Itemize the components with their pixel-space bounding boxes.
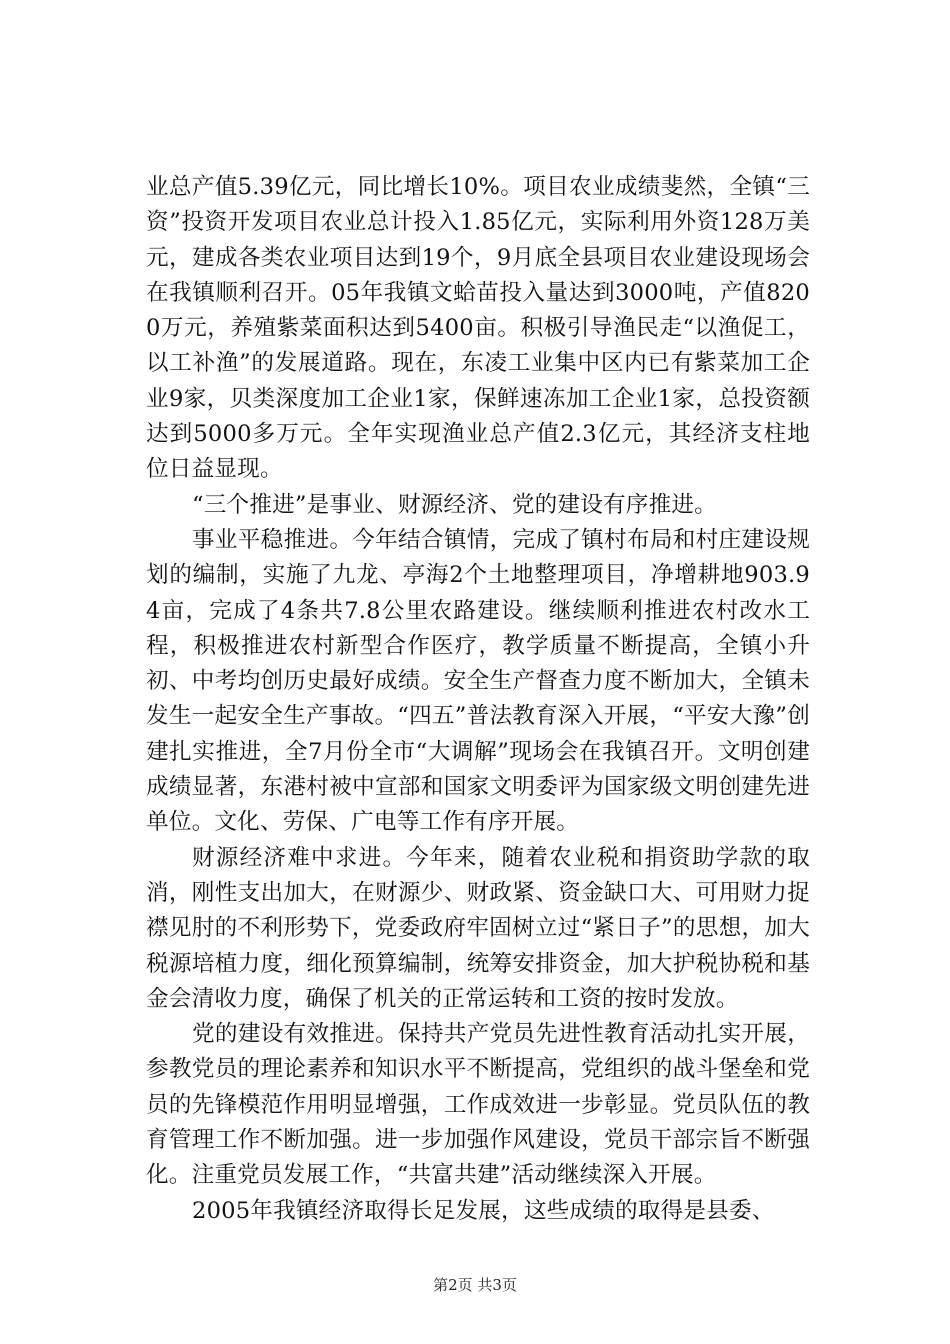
paragraph-agriculture-fishery: 业总产值5.39亿元，同比增长10%。项目农业成绩斐然，全镇“三资”投资开发项目农业总计投入1.85亿元，实际利用外资128万美元，建成各类农业项目达到19个，9月底全县项目农业建设现场会在我镇顺利召开。05年我镇文蛤苗投入量达到3000吨，产值8200万元，养殖紫菜面积达到5400亩。积极引导渔民走“以渔促工，以工补渔”的发展道路。现在，东凌工业集中区内已有紫菜加工企业9家，贝类深度加工企业1家，保鲜速冻加工企业1家，总投资额达到5000多万元。全年实现渔业总产值2.3亿元，其经济支柱地位日益显现。 [146,174,810,483]
paragraph-fiscal-economy: 财源经济难中求进。今年来，随着农业税和捐资助学款的取消，刚性支出加大，在财源少、财政紧、资金缺口大、可用财力捉襟见肘的不利形势下，党委政府牢固树立过“紧日子”的思想，加大税源培植力度，细化预算编制，统筹安排资金，加大护税协税和基金会清收力度，确保了机关的正常运转和工资的按时发放。 [146,844,810,1012]
paragraph-three-advances-intro: “三个推进”是事业、财源经济、党的建设有序推进。 [192,491,717,518]
document-body [146,170,810,1229]
paragraph-party-building: 党的建设有效推进。保持共产党员先进性教育活动扎实开展，参教党员的理论素养和知识水平不断提高，党组织的战斗堡垒和党员的先锋模范作用明显增强，工作成效进一步彰显。党员队伍的教育管理工作不断加强。进一步加强作风建设，党员干部宗旨不断强化。注重党员发展工作，“共富共建”活动继续深入开展。 [146,1021,810,1189]
paragraph-summary-start: 2005年我镇经济取得长足发展，这些成绩的取得是县委、 [192,1197,775,1224]
paragraph-public-affairs: 事业平稳推进。今年结合镇情，完成了镇村布局和村庄建设规划的编制，实施了九龙、亭海2个土地整理项目，净增耕地903.94亩，完成了4条共7.8公里农路建设。继续顺利推进农村改水工程，积极推进农村新型合作医疗，教学质量不断提高，全镇小升初、中考均创历史最好成绩。安全生产督查力度不断加大，全镇未发生一起安全生产事故。“四五”普法教育深入开展，“平安大豫”创建扎实推进，全7月份全市“大调解”现场会在我镇召开。文明创建成绩显著，东港村被中宣部和国家文明委评为国家级文明创建先进单位。文化、劳保、广电等工作有序开展。 [146,526,810,836]
page-footer: 第2页 共3页 [433,1276,517,1294]
